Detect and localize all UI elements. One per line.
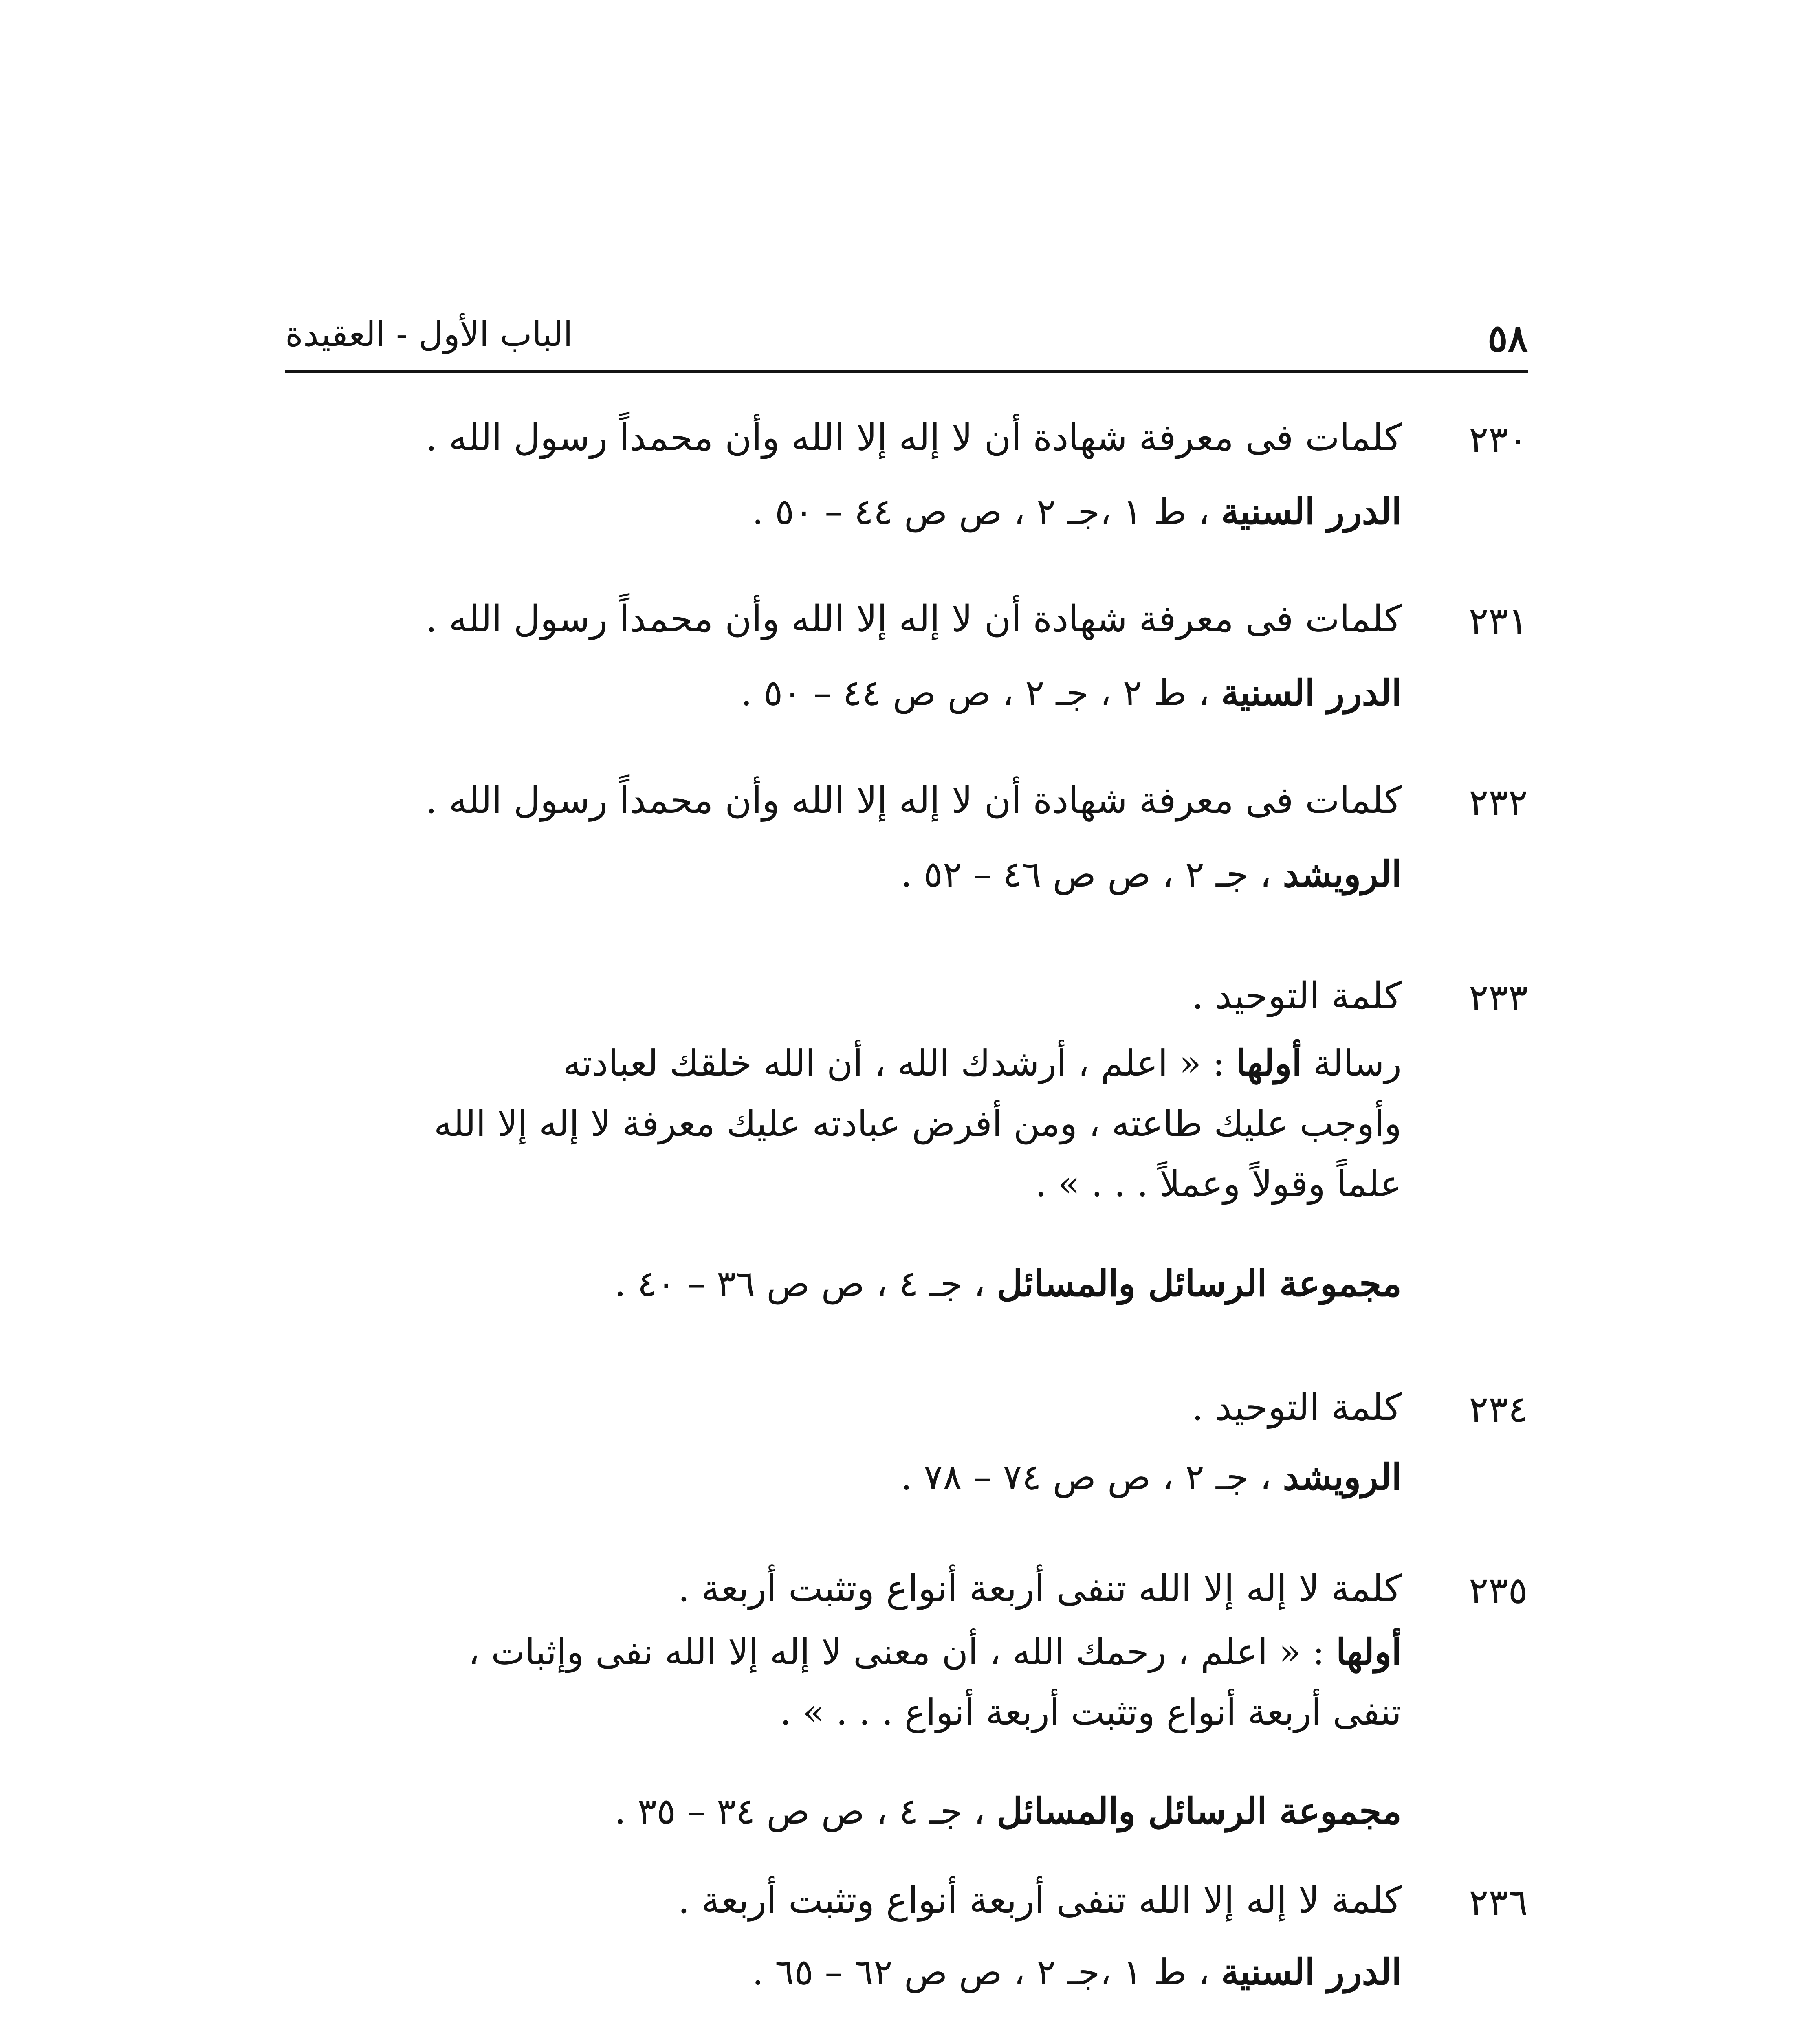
entry-230 — [285, 407, 1528, 538]
source-name: الدرر السنية — [1221, 490, 1402, 532]
entry-title: كلمة لا إله إلا الله تنفى أربعة أنواع وتثبت أربعة . — [678, 1567, 1402, 1610]
source-details: ، جـ ٢ ، ص ص ٤٦ – ٥٢ . — [900, 853, 1283, 895]
entry-235 — [285, 1558, 1528, 1852]
source-name: مجموعة الرسائل والمسائل — [997, 1262, 1402, 1304]
entry-source — [614, 1253, 1402, 1314]
entry-232 — [285, 770, 1528, 900]
body-line: تنفى أربعة أنواع وتثبت أربعة أنواع . . . » . — [780, 1691, 1402, 1733]
body-bold: أولها — [1336, 1630, 1402, 1673]
entry-234 — [285, 1377, 1528, 1507]
body-line — [367, 1033, 1402, 1093]
entry-number: ٢٣٢ — [1468, 781, 1528, 824]
source-details: ، جـ ٢ ، ص ص ٧٤ – ٧٨ . — [900, 1456, 1283, 1498]
source-details: ، ط ١ ،جـ ٢ ، ص ص ٦٢ – ٦٥ . — [752, 1951, 1221, 1993]
source-name: الرويشد — [1283, 1456, 1402, 1498]
entry-source — [614, 1780, 1402, 1842]
entry-title: كلمة لا إله إلا الله تنفى أربعة أنواع وتثبت أربعة . — [678, 1879, 1402, 1922]
body-line: علماً وقولاً وعملاً . . . » . — [1035, 1163, 1402, 1205]
body-line — [367, 1621, 1402, 1682]
entry-title: كلمات فى معرفة شهادة أن لا إله إلا الله وأن محمداً رسول الله . — [425, 779, 1402, 822]
entry-number: ٢٣٣ — [1468, 977, 1528, 1019]
header-rule — [285, 370, 1528, 373]
chapter-title: الباب الأول - العقيدة — [285, 314, 573, 354]
entry-233 — [285, 966, 1528, 1324]
entry-number: ٢٣٥ — [1468, 1569, 1528, 1612]
source-details: ، ط ٢ ، جـ ٢ ، ص ص ٤٤ – ٥٠ . — [741, 672, 1221, 714]
entry-number: ٢٣٠ — [1468, 418, 1528, 461]
entry-source — [741, 662, 1402, 724]
source-details: ، جـ ٤ ، ص ص ٣٦ – ٤٠ . — [614, 1263, 997, 1304]
entry-title: كلمة التوحيد . — [1192, 975, 1402, 1017]
entry-231 — [285, 589, 1528, 719]
source-name: الدرر السنية — [1221, 671, 1402, 714]
body-line: وأوجب عليك طاعته ، ومن أفرض عبادته عليك معرفة لا إله إلا الله — [434, 1102, 1402, 1144]
body-bold: أولها — [1236, 1042, 1302, 1084]
body-prefix: رسالة — [1301, 1042, 1402, 1084]
source-details: ، جـ ٤ ، ص ص ٣٤ – ٣٥ . — [614, 1790, 997, 1832]
entry-body — [367, 1033, 1402, 1214]
entry-source — [901, 1446, 1402, 1508]
body-text: : « اعلم ، رحمك الله ، أن معنى لا إله إلا الله نفى وإثبات ، — [468, 1631, 1336, 1673]
source-name: الرويشد — [1283, 853, 1402, 895]
source-details: ، ط ١ ،جـ ٢ ، ص ص ٤٤ – ٥٠ . — [752, 491, 1221, 532]
page-number: ٥٨ — [1488, 316, 1528, 360]
entry-number: ٢٣١ — [1468, 600, 1528, 642]
entry-236 — [285, 1870, 1528, 2000]
entry-number: ٢٣٦ — [1468, 1881, 1528, 1924]
entry-source — [752, 481, 1402, 542]
entry-source — [901, 843, 1402, 905]
entry-body — [367, 1621, 1402, 1742]
source-name: الدرر السنية — [1221, 1951, 1402, 1993]
body-text: : « اعلم ، أرشدك الله ، أن الله خلقك لعبادته — [563, 1042, 1236, 1084]
source-name: مجموعة الرسائل والمسائل — [997, 1790, 1402, 1832]
entry-title: كلمات فى معرفة شهادة أن لا إله إلا الله وأن محمداً رسول الله . — [425, 416, 1402, 459]
entry-title: كلمات فى معرفة شهادة أن لا إله إلا الله وأن محمداً رسول الله . — [425, 598, 1402, 640]
running-header — [285, 297, 1528, 375]
entry-source — [752, 1941, 1402, 2003]
entry-number: ٢٣٤ — [1468, 1388, 1528, 1431]
entry-title: كلمة التوحيد . — [1192, 1386, 1402, 1429]
